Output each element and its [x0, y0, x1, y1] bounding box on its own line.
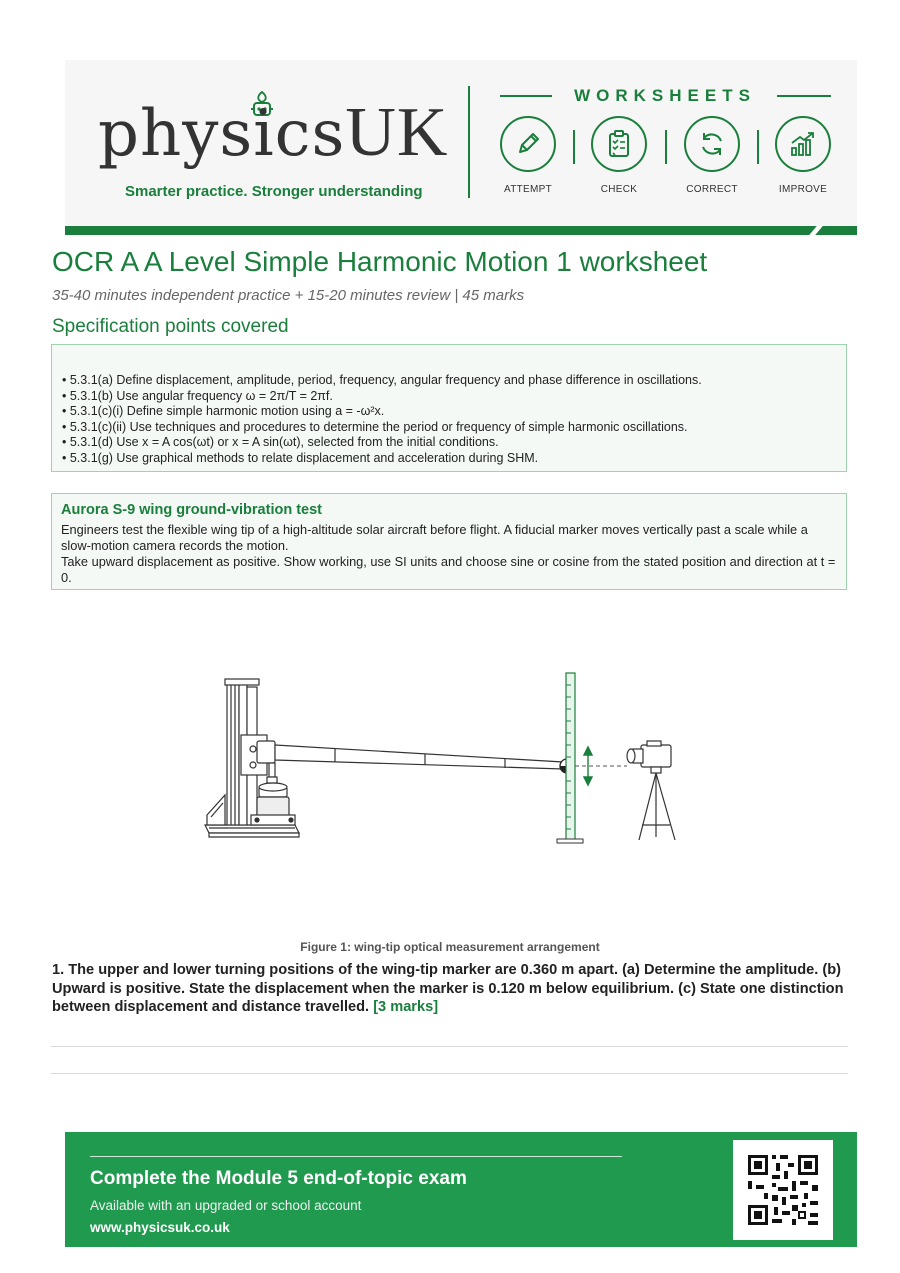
qr-code-icon — [733, 1140, 833, 1240]
context-box — [51, 493, 847, 590]
spec-item: • 5.3.1(b) Use angular frequency ω = 2π/T = 2πf. — [62, 388, 333, 403]
logo-text-uk: UK — [345, 94, 449, 171]
footer-rule — [90, 1156, 622, 1157]
figure-caption: Figure 1: wing-tip optical measurement arrangement — [300, 940, 600, 954]
worksheet-header — [65, 60, 857, 228]
step-correct — [672, 116, 752, 195]
footer-url[interactable]: www.physicsuk.co.uk — [90, 1220, 230, 1235]
header-divider — [468, 86, 470, 198]
pencil-icon — [514, 130, 542, 158]
measurement-figure — [195, 665, 695, 850]
context-paragraph-1: Engineers test the flexible wing tip of a high-altitude solar aircraft before flight. A fiducial marker moves vertically past a scale while a slow-motion camera records the motion. — [61, 522, 808, 553]
step-correct-label: CORRECT — [686, 184, 738, 195]
step-attempt — [488, 116, 568, 195]
spec-box — [51, 344, 847, 472]
spec-item: • 5.3.1(c)(i) Define simple harmonic motion using a = -ω²x. — [62, 404, 385, 419]
step-separator — [573, 130, 575, 164]
qr-code[interactable] — [733, 1140, 833, 1240]
context-paragraph-2: Take upward displacement as positive. Show working, use SI units and choose sine or cosine from the stated position and direction at t = 0. — [61, 554, 836, 585]
question-1 — [52, 961, 852, 1017]
step-correct-circle — [684, 116, 740, 172]
step-check — [579, 116, 659, 195]
spec-item: • 5.3.1(d) Use x = A cos(ωt) or x = A sin(ωt), selected from the initial conditions. — [62, 435, 499, 450]
step-separator — [665, 130, 667, 164]
footer-banner — [65, 1132, 857, 1247]
spec-item: • 5.3.1(g) Use graphical methods to relate displacement and acceleration during SHM. — [62, 450, 539, 465]
worksheets-label: WORKSHEETS — [574, 86, 756, 105]
page-subtitle: 35-40 minutes independent practice + 15-20 minutes review | 45 marks — [52, 287, 525, 304]
step-improve-label: IMPROVE — [778, 184, 828, 195]
spec-item: • 5.3.1(c)(ii) Use techniques and procedures to determine the period or frequency of simple harmonic oscillations. — [62, 419, 688, 434]
refresh-icon — [697, 129, 727, 159]
logo-text-main: physics — [98, 97, 346, 171]
step-improve — [763, 116, 843, 195]
step-check-circle — [591, 116, 647, 172]
question-1-marks: [3 marks] — [373, 999, 439, 1015]
question-1-text: 1. The upper and lower turning positions of the wing-tip marker are 0.360 m apart. (a) Determine the amplitude. (b) Upward is positive. State the displacement when the marker is 0.120 m below equilibrium. (c) State one distinction between displacement and distance travelled. — [52, 962, 844, 1015]
step-separator — [757, 130, 759, 164]
worksheets-rule-right — [777, 95, 831, 97]
step-improve-circle — [775, 116, 831, 172]
footer-title: Complete the Module 5 end-of-topic exam — [90, 1168, 467, 1189]
vertical-scale — [557, 673, 583, 843]
tagline: Smarter practice. Stronger understanding — [125, 183, 423, 200]
wing-beam — [275, 745, 563, 769]
camera-icon — [627, 741, 675, 840]
footer-subtitle: Available with an upgraded or school account — [90, 1198, 362, 1213]
step-check-label: CHECK — [600, 184, 638, 195]
step-attempt-label: ATTEMPT — [503, 184, 553, 195]
spec-item: • 5.3.1(a) Define displacement, amplitude, period, frequency, angular frequency and phase difference in oscillations. — [62, 373, 702, 387]
logo-wordmark — [98, 94, 449, 171]
header-green-bar — [65, 226, 857, 235]
answer-line — [51, 1046, 848, 1047]
growth-chart-icon — [788, 130, 818, 158]
step-attempt-circle — [500, 116, 556, 172]
spec-list — [62, 373, 836, 467]
spec-heading: Specification points covered — [52, 316, 289, 337]
answer-line — [51, 1073, 848, 1074]
context-title: Aurora S-9 wing ground-vibration test — [61, 502, 323, 518]
bar-notch — [809, 226, 823, 235]
page-title: OCR A A Level Simple Harmonic Motion 1 worksheet — [52, 246, 708, 277]
clipboard-check-icon — [605, 129, 633, 159]
